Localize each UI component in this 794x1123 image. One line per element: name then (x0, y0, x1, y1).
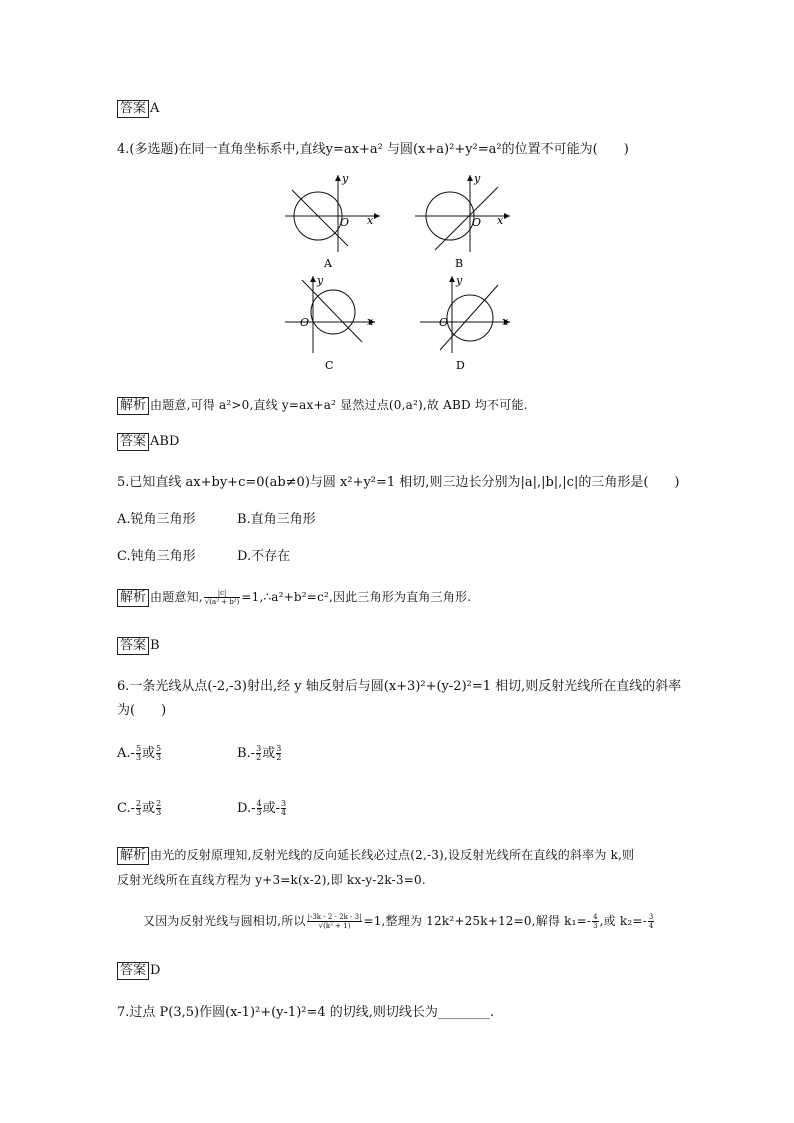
answer-tag: 答案 (117, 100, 149, 118)
fig-a-x: x (367, 214, 374, 227)
q5-fraction (204, 589, 241, 606)
fig-a-origin: O (340, 216, 350, 229)
fig-d-y: y (456, 274, 463, 287)
fig-b-label: B (455, 257, 464, 270)
q4-figures (270, 170, 530, 380)
analysis-tag: 解析 (117, 397, 149, 415)
q3-answer: A (150, 101, 160, 116)
q6-opt-a-letter: A. (117, 746, 131, 761)
q6-analysis-line1: 由光的反射原理知,反射光线的反向延长线必过点(2,-3),设反射光线所在直线的斜率为 k,则 (150, 848, 635, 862)
fig-c-x: x (367, 315, 374, 328)
q6-answer-row (117, 962, 160, 980)
q5-frac-num: |c| (204, 589, 241, 598)
q5-option-a: A.锐角三角形 (117, 512, 196, 527)
q6-option-a: A.- $\frac{5}{3}$ 或 $\frac{5}{3}$ (117, 744, 162, 762)
figure-d (420, 274, 510, 372)
fig-b-y: y (474, 172, 481, 185)
q6-answer: D (150, 963, 161, 978)
analysis-tag: 解析 (117, 847, 149, 865)
q5-frac-den: √(a² + b²) (204, 598, 240, 606)
q6-stem-line1: 6.一条光线从点(-2,-3)射出,经 y 轴反射后与圆(x+3)²+(y-2)²=1 相切,则反射光线所在直线的斜率 (117, 679, 682, 694)
q6-analysis-row (117, 846, 634, 865)
q5-answer-row (117, 637, 160, 655)
fig-c-label: C (325, 359, 334, 372)
q5-analysis-pre: 由题意知, (150, 590, 203, 604)
q5-option-b: B.直角三角形 (237, 512, 316, 527)
fig-b-origin: O (472, 216, 482, 229)
q6-option-b: B.- $\frac{3}{2}$ 或 $\frac{3}{2}$ (237, 744, 282, 762)
q4-analysis: 由题意,可得 a²>0,直线 y=ax+a² 显然过点(0,a²),故 ABD 均不可能. (150, 398, 528, 412)
fig-d-label: D (456, 359, 465, 372)
answer-tag: 答案 (117, 637, 149, 655)
q5-analysis-row (117, 588, 471, 607)
q6-stem-line2: 为( ) (117, 703, 167, 718)
q4-stem: 4.(多选题)在同一直角坐标系中,直线y=ax+a² 与圆(x+a)²+y²=a²的位置不可能为( ) (117, 142, 629, 157)
q6-opt-b-letter: B. (237, 746, 251, 761)
fig-a-label: A (324, 257, 332, 270)
analysis-tag: 解析 (117, 589, 149, 607)
q4-analysis-row (117, 396, 528, 415)
figure-a (285, 172, 380, 270)
fig-a-y: y (342, 172, 349, 185)
q5-stem: 5.已知直线 ax+by+c=0(ab≠0)与圆 x²+y²=1 相切,则三边长分别为|a|,|b|,|c|的三角形是( ) (117, 475, 680, 490)
q6-opt-d-letter: D. (237, 801, 252, 816)
q4-answer: ABD (150, 434, 180, 449)
answer-tag: 答案 (117, 962, 149, 980)
q5-answer: B (150, 638, 160, 653)
q3-answer-row (117, 100, 159, 118)
q5-analysis-post: =1,∴a²+b²=c²,因此三角形为直角三角形. (241, 590, 472, 604)
figure-c (285, 274, 375, 372)
q7-stem: 7.过点 P(3,5)作圆(x-1)²+(y-1)²=4 的切线,则切线长为________. (117, 1005, 495, 1020)
fig-d-x: x (502, 315, 509, 328)
fig-c-y: y (317, 274, 324, 287)
q6-option-d: D.- $\frac{4}{3}$ 或- $\frac{3}{4}$ (237, 799, 287, 817)
fig-c-origin: O (300, 316, 310, 329)
q6-analysis-line2: 反射光线所在直线方程为 y+3=k(x-2),即 kx-y-2k-3=0. (117, 873, 426, 887)
q5-option-c: C.钝角三角形 (117, 549, 196, 564)
figure-b (415, 172, 510, 270)
answer-tag: 答案 (117, 433, 149, 451)
q6-analysis-line3: 又因为反射光线与圆相切,所以 $\frac{|-3k - 2 - 2k - 3|}{\text{√(k² + 1)}}$ =1,整理为 12k²+25k+12=0,解得 k₁=- $\frac{4}{3}$ ,或 k₂=- $\frac{3}{4}$ (143, 913, 654, 930)
q4-answer-row (117, 433, 179, 451)
fig-d-origin: O (439, 316, 449, 329)
q6-opt-c-letter: C. (117, 801, 131, 816)
fig-b-x: x (497, 214, 504, 227)
q5-option-d: D.不存在 (237, 549, 291, 564)
q6-option-c: C.- $\frac{2}{3}$ 或 $\frac{2}{3}$ (117, 799, 162, 817)
